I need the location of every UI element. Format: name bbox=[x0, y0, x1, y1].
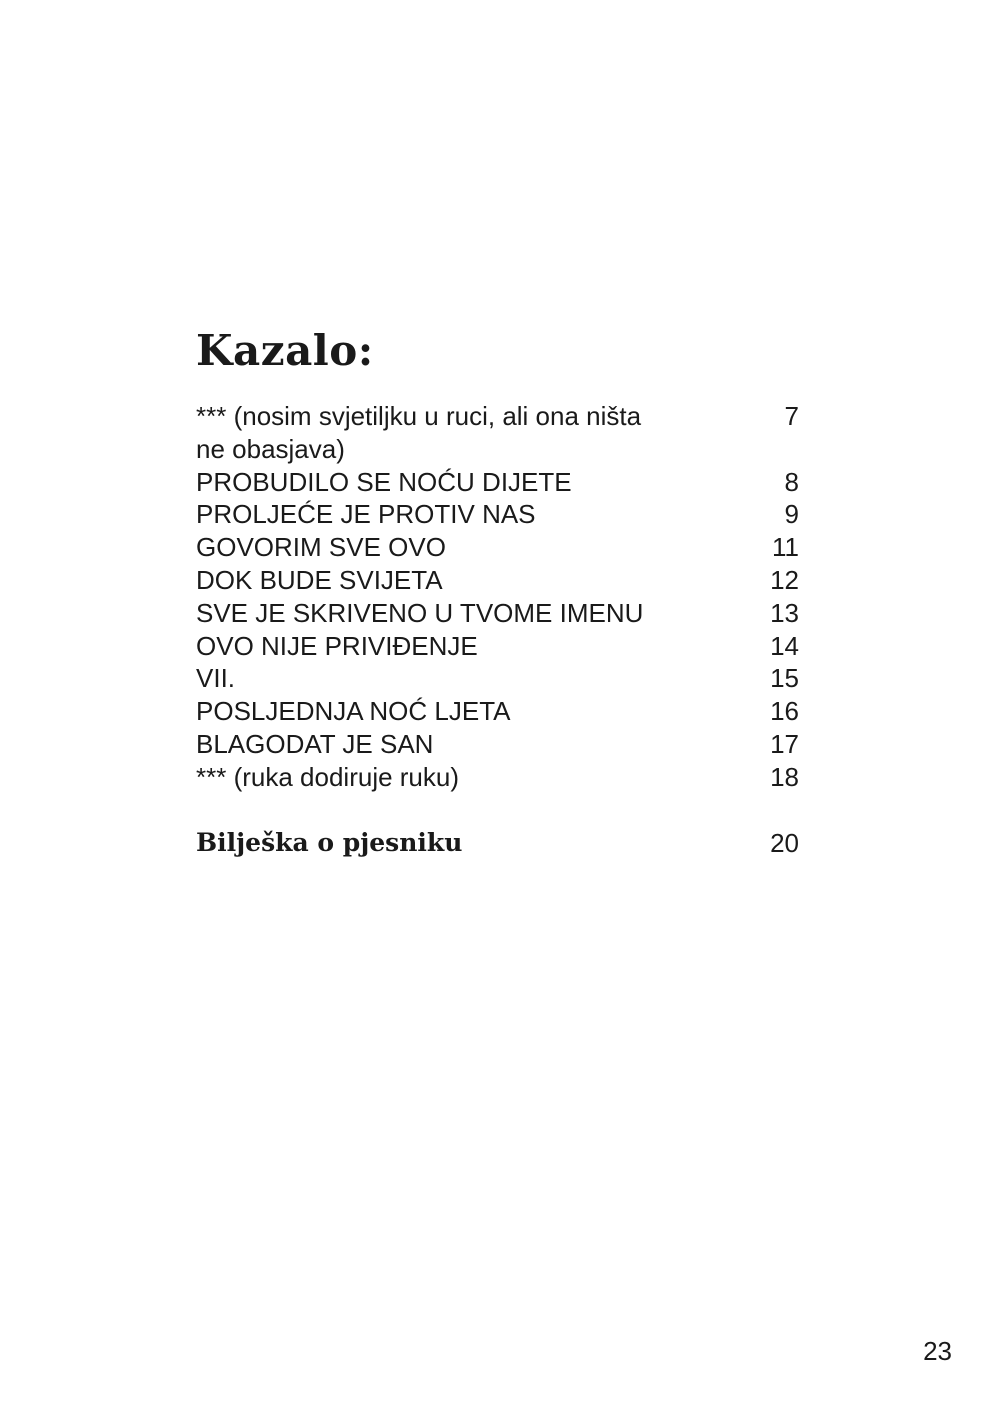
toc-entry bbox=[196, 498, 799, 531]
toc-entry bbox=[196, 564, 799, 597]
toc-entry-page: 8 bbox=[784, 466, 799, 497]
toc-entry bbox=[196, 466, 799, 499]
toc-entry-page: 13 bbox=[770, 597, 799, 628]
toc-entry-title: *** (nosim svjetiljku u ruci, ali ona ništa ne obasjava) bbox=[196, 401, 642, 464]
toc-entry-title: BLAGODAT JE SAN bbox=[196, 728, 434, 759]
toc-entry-page: 7 bbox=[784, 401, 799, 431]
toc-note-page: 20 bbox=[770, 827, 799, 858]
toc-entry-page: 12 bbox=[770, 564, 799, 595]
toc-note-title: Bilješka o pjesniku bbox=[196, 827, 463, 857]
page-number: 23 bbox=[923, 1336, 952, 1366]
toc-entry bbox=[196, 597, 799, 630]
toc-note-entry bbox=[196, 827, 799, 859]
toc-entry-title: GOVORIM SVE OVO bbox=[196, 532, 446, 563]
toc-entry bbox=[196, 761, 799, 794]
toc-entry-title: DOK BUDE SVIJETA bbox=[196, 564, 443, 595]
toc-list bbox=[196, 400, 799, 794]
toc-entry-title: SVE JE SKRIVENO U TVOME IMENU bbox=[196, 597, 644, 628]
toc-entry bbox=[196, 400, 799, 466]
toc-entry bbox=[196, 630, 799, 663]
toc-entry bbox=[196, 695, 799, 728]
toc-entry bbox=[196, 662, 799, 695]
toc-entry-page: 14 bbox=[770, 630, 799, 661]
toc-entry-page: 11 bbox=[772, 532, 799, 563]
toc-entry-page: 16 bbox=[770, 696, 799, 727]
toc-entry-page: 15 bbox=[770, 663, 799, 694]
toc-entry-title: VII. bbox=[196, 663, 236, 694]
toc-entry bbox=[196, 531, 799, 564]
toc-entry-title: POSLJEDNJA NOĆ LJETA bbox=[196, 696, 511, 727]
table-of-contents bbox=[196, 322, 799, 859]
toc-entry-title: PROBUDILO SE NOĆU DIJETE bbox=[196, 466, 572, 497]
toc-entry-page: 17 bbox=[770, 728, 799, 759]
toc-title: Kazalo: bbox=[196, 326, 374, 375]
toc-entry-title: OVO NIJE PRIVIĐENJE bbox=[196, 630, 478, 661]
toc-entry-title: PROLJEĆE JE PROTIV NAS bbox=[196, 499, 536, 530]
toc-entry-title: *** (ruka dodiruje ruku) bbox=[196, 761, 460, 792]
toc-entry-page: 9 bbox=[784, 499, 799, 530]
toc-entry-page: 18 bbox=[770, 761, 799, 792]
toc-entry bbox=[196, 728, 799, 761]
